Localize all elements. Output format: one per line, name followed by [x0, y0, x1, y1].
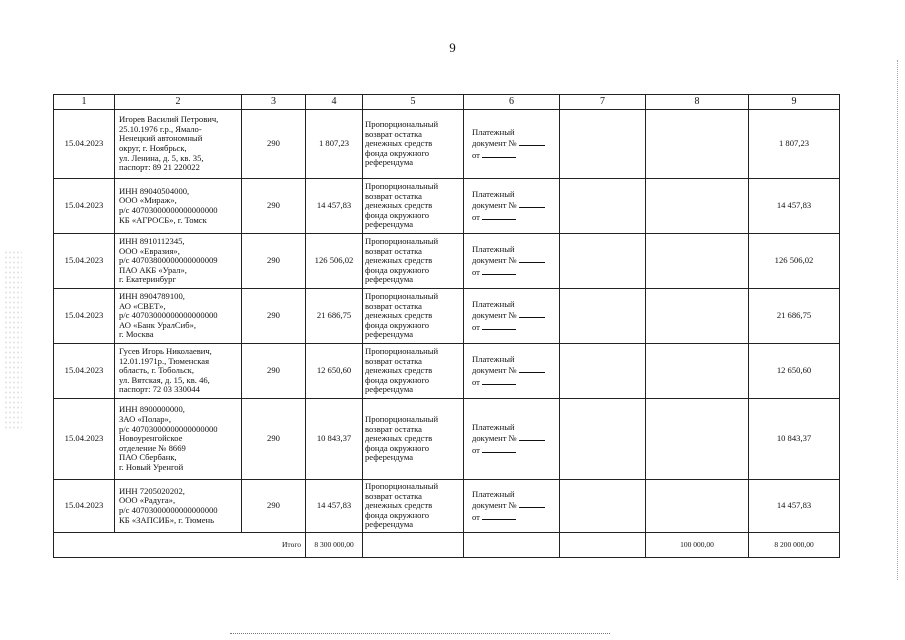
- date-cell: 15.04.2023: [54, 179, 115, 234]
- purpose-line: Пропорциональный: [365, 235, 439, 246]
- doc-number-blank: [519, 254, 545, 263]
- payment-doc-number-label: документ №: [472, 500, 517, 511]
- payment-doc-date-label: от: [472, 266, 480, 277]
- recipient-line: Гусев Игорь Николаевич,: [119, 345, 212, 356]
- purpose-line: фонда окружного: [365, 147, 430, 158]
- column-7-cell: [560, 344, 646, 399]
- column-8-cell: [646, 344, 749, 399]
- total-cell: 126 506,02: [749, 234, 840, 289]
- total-cell: 14 457,83: [749, 179, 840, 234]
- payment-doc-number-label: документ №: [472, 200, 517, 211]
- payment-doc-number-line: [472, 364, 557, 376]
- scan-noise-artifact: [4, 250, 22, 430]
- payment-doc-number-line: [472, 432, 557, 444]
- purpose-line: денежных средств: [365, 200, 433, 211]
- recipient-cell: [115, 234, 242, 289]
- doc-date-blank: [482, 321, 516, 330]
- payment-doc-label: Платежный: [472, 243, 515, 254]
- recipient-line: р/с 40703800000000000009: [119, 255, 218, 266]
- recipient-line: ПАО АКБ «Урал»,: [119, 264, 187, 275]
- payment-doc-label: Платежный: [472, 488, 515, 499]
- recipient-line: ул. Ленина, д. 5, кв. 35,: [119, 152, 204, 163]
- recipient-cell: [115, 110, 242, 179]
- recipient-cell: [115, 179, 242, 234]
- purpose-cell: [363, 399, 464, 480]
- recipient-line: ООО «Мираж»,: [119, 195, 177, 206]
- recipient-line: КБ «АГРОСБ», г. Томск: [119, 214, 207, 225]
- amount-cell: 14 457,83: [306, 179, 363, 234]
- payment-doc-number-label: документ №: [472, 433, 517, 444]
- page-number: 9: [449, 40, 456, 55]
- payment-doc-date-line: [472, 211, 557, 223]
- code-cell: 290: [242, 344, 306, 399]
- recipient-line: г. Москва: [119, 329, 154, 340]
- doc-date-blank: [482, 266, 516, 275]
- code-cell: 290: [242, 179, 306, 234]
- column-header: 9: [749, 95, 840, 110]
- payment-doc-label: Платежный: [472, 126, 515, 137]
- amount-cell: 126 506,02: [306, 234, 363, 289]
- date-cell: 15.04.2023: [54, 234, 115, 289]
- doc-number-blank: [519, 364, 545, 373]
- purpose-line: фонда окружного: [365, 319, 430, 330]
- refund-table: [53, 94, 840, 558]
- column-7-cell: [560, 399, 646, 480]
- doc-number-blank: [519, 499, 545, 508]
- recipient-line: АО «Банк УралСиб»,: [119, 319, 197, 330]
- recipient-line: г. Екатеринбург: [119, 274, 176, 285]
- recipient-line: паспорт: 89 21 220022: [119, 162, 200, 173]
- totals-column-8: 100 000,00: [646, 533, 749, 558]
- recipient-line: Ненецкий автономный: [119, 133, 203, 144]
- recipient-line: р/с 40703000000000000000: [119, 505, 218, 515]
- table-row: [54, 289, 840, 344]
- doc-date-blank: [482, 511, 516, 520]
- purpose-line: фонда окружного: [365, 509, 430, 520]
- recipient-cell: [115, 480, 242, 533]
- recipient-line: АО «СВЕТ»,: [119, 300, 166, 311]
- date-cell: 15.04.2023: [54, 110, 115, 179]
- recipient-line: отделение № 8669: [119, 442, 186, 453]
- table-row: [54, 399, 840, 480]
- amount-cell: 12 650,60: [306, 344, 363, 399]
- recipient-line: Игорев Василий Петрович,: [119, 114, 219, 125]
- payment-doc-date-line: [472, 376, 557, 388]
- purpose-line: денежных средств: [365, 138, 433, 149]
- table-row: [54, 110, 840, 179]
- total-cell: 1 807,23: [749, 110, 840, 179]
- code-cell: 290: [242, 110, 306, 179]
- totals-column-6: [464, 533, 560, 558]
- payment-doc-date-label: от: [472, 211, 480, 222]
- column-8-cell: [646, 399, 749, 480]
- purpose-line: референдума: [365, 384, 414, 395]
- purpose-line: референдума: [365, 452, 414, 463]
- recipient-line: округ, г. Ноябрьск,: [119, 143, 187, 153]
- payment-doc-number-label: документ №: [472, 255, 517, 266]
- purpose-line: референдума: [365, 329, 414, 340]
- table-row: [54, 344, 840, 399]
- payment-doc-date-line: [472, 321, 557, 333]
- payment-doc-number-line: [472, 137, 557, 149]
- column-7-cell: [560, 179, 646, 234]
- purpose-line: Пропорциональный: [365, 413, 439, 424]
- doc-number-blank: [519, 432, 545, 441]
- column-8-cell: [646, 110, 749, 179]
- table-body: [54, 95, 840, 558]
- purpose-line: возврат остатка: [365, 190, 422, 201]
- recipient-line: ПАО Сбербанк,: [119, 452, 177, 463]
- total-cell: 21 686,75: [749, 289, 840, 344]
- scan-margin-artifact: [897, 60, 899, 580]
- code-cell: 290: [242, 289, 306, 344]
- purpose-line: денежных средств: [365, 255, 433, 266]
- column-header: 4: [306, 95, 363, 110]
- payment-doc-date-label: от: [472, 376, 480, 387]
- purpose-line: референдума: [365, 274, 414, 285]
- purpose-line: Пропорциональный: [365, 118, 439, 129]
- recipient-cell: [115, 344, 242, 399]
- recipient-cell: [115, 399, 242, 480]
- code-cell: 290: [242, 480, 306, 533]
- payment-document-cell: [464, 179, 560, 234]
- purpose-line: фонда окружного: [365, 209, 430, 220]
- totals-column-9: 8 200 000,00: [749, 533, 840, 558]
- purpose-line: Пропорциональный: [365, 345, 439, 356]
- recipient-line: КБ «ЗАПСИБ», г. Тюмень: [119, 514, 215, 525]
- recipient-line: р/с 40703000000000000000: [119, 310, 218, 321]
- total-cell: 10 843,37: [749, 399, 840, 480]
- header-row: [54, 95, 840, 110]
- purpose-cell: [363, 289, 464, 344]
- column-7-cell: [560, 289, 646, 344]
- recipient-cell: [115, 289, 242, 344]
- payment-document-cell: [464, 344, 560, 399]
- table-row: [54, 480, 840, 533]
- column-header: 5: [363, 95, 464, 110]
- recipient-line: ИНН 8910112345,: [119, 235, 185, 246]
- purpose-line: возврат остатка: [365, 355, 422, 366]
- totals-column-7: [560, 533, 646, 558]
- payment-doc-date-label: от: [472, 149, 480, 160]
- payment-doc-label: Платежный: [472, 298, 515, 309]
- totals-label: Итого: [54, 533, 306, 558]
- column-7-cell: [560, 234, 646, 289]
- scan-bottom-artifact: [230, 633, 610, 634]
- payment-doc-date-label: от: [472, 321, 480, 332]
- purpose-line: возврат остатка: [365, 423, 422, 434]
- totals-column-5: [363, 533, 464, 558]
- payment-doc-date-line: [472, 149, 557, 161]
- purpose-line: фонда окружного: [365, 264, 430, 275]
- purpose-line: фонда окружного: [365, 374, 430, 385]
- recipient-line: ИНН 89040504000,: [119, 185, 190, 196]
- payment-doc-date-line: [472, 444, 557, 456]
- payment-doc-date-line: [472, 511, 557, 523]
- recipient-line: р/с 40703000000000000000: [119, 205, 218, 215]
- column-header: 2: [115, 95, 242, 110]
- purpose-cell: [363, 179, 464, 234]
- column-8-cell: [646, 179, 749, 234]
- doc-number-blank: [519, 199, 545, 208]
- purpose-line: референдума: [365, 157, 414, 168]
- recipient-line: р/с 40703000000000000000: [119, 423, 218, 434]
- purpose-cell: [363, 344, 464, 399]
- purpose-line: возврат остатка: [365, 490, 422, 501]
- recipient-line: ЗАО «Полар»,: [119, 413, 171, 424]
- recipient-line: ИНН 8900000000,: [119, 404, 185, 415]
- column-7-cell: [560, 110, 646, 179]
- purpose-cell: [363, 234, 464, 289]
- doc-number-blank: [519, 137, 545, 146]
- recipient-line: паспорт: 72 03 330044: [119, 384, 200, 395]
- payment-doc-number-line: [472, 199, 557, 211]
- purpose-line: референдума: [365, 219, 414, 230]
- amount-cell: 14 457,83: [306, 480, 363, 533]
- date-cell: 15.04.2023: [54, 344, 115, 399]
- amount-cell: 1 807,23: [306, 110, 363, 179]
- payment-doc-number-line: [472, 309, 557, 321]
- purpose-line: Пропорциональный: [365, 480, 439, 491]
- recipient-line: г. Новый Уренгой: [119, 462, 184, 473]
- payment-document-cell: [464, 399, 560, 480]
- doc-date-blank: [482, 376, 516, 385]
- purpose-line: возврат остатка: [365, 300, 422, 311]
- doc-date-blank: [482, 444, 516, 453]
- totals-amount: 8 300 000,00: [306, 533, 363, 558]
- payment-document-cell: [464, 234, 560, 289]
- date-cell: 15.04.2023: [54, 399, 115, 480]
- total-cell: 12 650,60: [749, 344, 840, 399]
- purpose-line: референдума: [365, 519, 414, 530]
- column-header: 8: [646, 95, 749, 110]
- payment-doc-number-label: документ №: [472, 365, 517, 376]
- recipient-line: ИНН 7205020202,: [119, 485, 185, 496]
- date-cell: 15.04.2023: [54, 289, 115, 344]
- purpose-line: Пропорциональный: [365, 290, 439, 301]
- doc-number-blank: [519, 309, 545, 318]
- column-8-cell: [646, 289, 749, 344]
- payment-document-cell: [464, 480, 560, 533]
- column-header: 7: [560, 95, 646, 110]
- column-7-cell: [560, 480, 646, 533]
- purpose-line: денежных средств: [365, 433, 433, 444]
- payment-doc-date-line: [472, 266, 557, 278]
- purpose-cell: [363, 480, 464, 533]
- payment-doc-date-label: от: [472, 444, 480, 455]
- column-header: 3: [242, 95, 306, 110]
- recipient-line: 25.10.1976 г.р., Ямало-: [119, 123, 202, 134]
- date-cell: 15.04.2023: [54, 480, 115, 533]
- doc-date-blank: [482, 149, 516, 158]
- payment-document-cell: [464, 289, 560, 344]
- payment-doc-date-label: от: [472, 511, 480, 522]
- recipient-line: ул. Вятская, д. 15, кв. 46,: [119, 374, 210, 385]
- recipient-line: ИНН 8904789100,: [119, 290, 185, 301]
- payment-doc-label: Платежный: [472, 188, 515, 199]
- totals-row: [54, 533, 840, 558]
- purpose-line: возврат остатка: [365, 245, 422, 256]
- purpose-line: Пропорциональный: [365, 180, 439, 191]
- amount-cell: 21 686,75: [306, 289, 363, 344]
- code-cell: 290: [242, 234, 306, 289]
- payment-doc-number-line: [472, 499, 557, 511]
- purpose-line: денежных средств: [365, 365, 433, 376]
- purpose-line: фонда окружного: [365, 442, 430, 453]
- doc-date-blank: [482, 211, 516, 220]
- payment-doc-number-line: [472, 254, 557, 266]
- payment-doc-label: Платежный: [472, 421, 515, 432]
- recipient-line: ООО «Радуга»,: [119, 495, 176, 506]
- payment-doc-label: Платежный: [472, 353, 515, 364]
- total-cell: 14 457,83: [749, 480, 840, 533]
- purpose-cell: [363, 110, 464, 179]
- table-row: [54, 234, 840, 289]
- amount-cell: 10 843,37: [306, 399, 363, 480]
- recipient-line: 12.01.1971р., Тюменская: [119, 355, 210, 366]
- payment-doc-number-label: документ №: [472, 138, 517, 149]
- recipient-line: Новоуренгойское: [119, 433, 183, 444]
- recipient-line: ООО «Евразия»,: [119, 245, 180, 256]
- purpose-line: возврат остатка: [365, 128, 422, 139]
- column-8-cell: [646, 480, 749, 533]
- purpose-line: денежных средств: [365, 310, 433, 321]
- column-8-cell: [646, 234, 749, 289]
- table-row: [54, 179, 840, 234]
- payment-document-cell: [464, 110, 560, 179]
- code-cell: 290: [242, 399, 306, 480]
- purpose-line: денежных средств: [365, 500, 433, 511]
- column-header: 6: [464, 95, 560, 110]
- column-header: 1: [54, 95, 115, 110]
- recipient-line: область, г. Тобольск,: [119, 365, 194, 376]
- payment-doc-number-label: документ №: [472, 310, 517, 321]
